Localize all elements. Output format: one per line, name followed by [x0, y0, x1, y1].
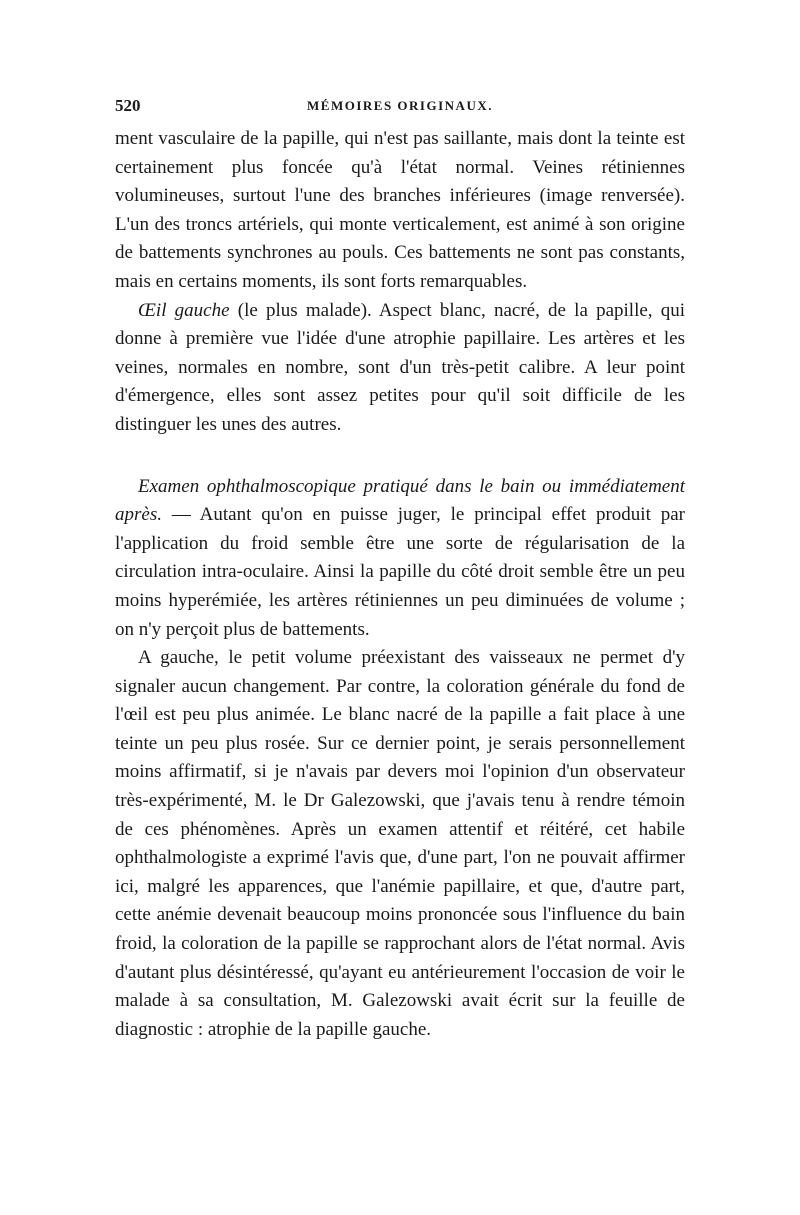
paragraph-left-side	[115, 644, 685, 1044]
paragraph-text: A gauche, le petit volume préexistant des vaisseaux ne permet d'y signaler aucun changement. Par contre, la coloration générale du fond de l'œil est peu plus animée. Le blanc nacré de la papille a fait place à une teinte un peu plus rosée. Sur ce dernier point, je serais personnellement moins affirmatif, si je n'avais par devers moi l'opinion d'un observateur très-expérimenté, M. le Dr Galezowski, que j'avais tenu à rendre témoin de ces phénomènes. Après un examen attentif et réitéré, cet habile ophthalmologiste a exprimé l'avis que, d'une part, l'on ne pouvait affirmer ici, malgré les apparences, que l'anémie papillaire, et que, d'autre part, cette anémie devenait beaucoup moins prononcée sous l'influence du bain froid, la coloration de la papille se rapprochant alors de l'état normal. Avis d'autant plus désintéressé, qu'ayant eu antérieurement l'occasion de voir le malade à sa consultation, M. Galezowski avait écrit sur la feuille de diagnostic : atrophie de la papille gauche.	[115, 647, 685, 1040]
paragraph-text: ment vasculaire de la papille, qui n'est pas saillante, mais dont la teinte est certainement plus foncée qu'à l'état normal. Veines rétiniennes volumineuses, surtout l'une des branches inférieures (image renversée). L'un des troncs artériels, qui monte verticalement, est animé à son origine de battements synchrones au pouls. Ces battements ne sont pas constants, mais en certains moments, ils sont forts remarquables.	[115, 128, 685, 292]
paragraph-text: — Autant qu'on en puisse juger, le principal effet produit par l'application du froid semble être une sorte de régularisation de la circulation intra-oculaire. Ainsi la papille du côté droit semble être un peu moins hyperémiée, les artères rétiniennes un peu diminuées de volume ; on n'y perçoit plus de battements.	[115, 504, 685, 640]
paragraph-continuation	[115, 125, 685, 297]
italic-lead: Œil gauche	[138, 299, 230, 321]
paragraph-text: (le plus malade). Aspect blanc, nacré, de la papille, qui donne à première vue l'idée d'une atrophie papillaire. Les artères et les veines, normales en nombre, sont d'un très-petit calibre. A leur point d'émergence, elles sont assez petites pour qu'il soit difficile de les distinguer les unes des autres.	[115, 299, 686, 435]
italic-lead: Examen ophthalmoscopique pratiqué dans le bain ou immédiatement après.	[115, 475, 685, 526]
page-number: 520	[115, 96, 141, 115]
book-page	[115, 96, 685, 1044]
running-title: MÉMOIRES ORIGINAUX.	[307, 98, 493, 113]
paragraph-bath-exam	[115, 473, 685, 645]
running-header	[115, 96, 685, 118]
paragraph-left-eye	[115, 297, 685, 440]
section-gap	[115, 440, 685, 473]
